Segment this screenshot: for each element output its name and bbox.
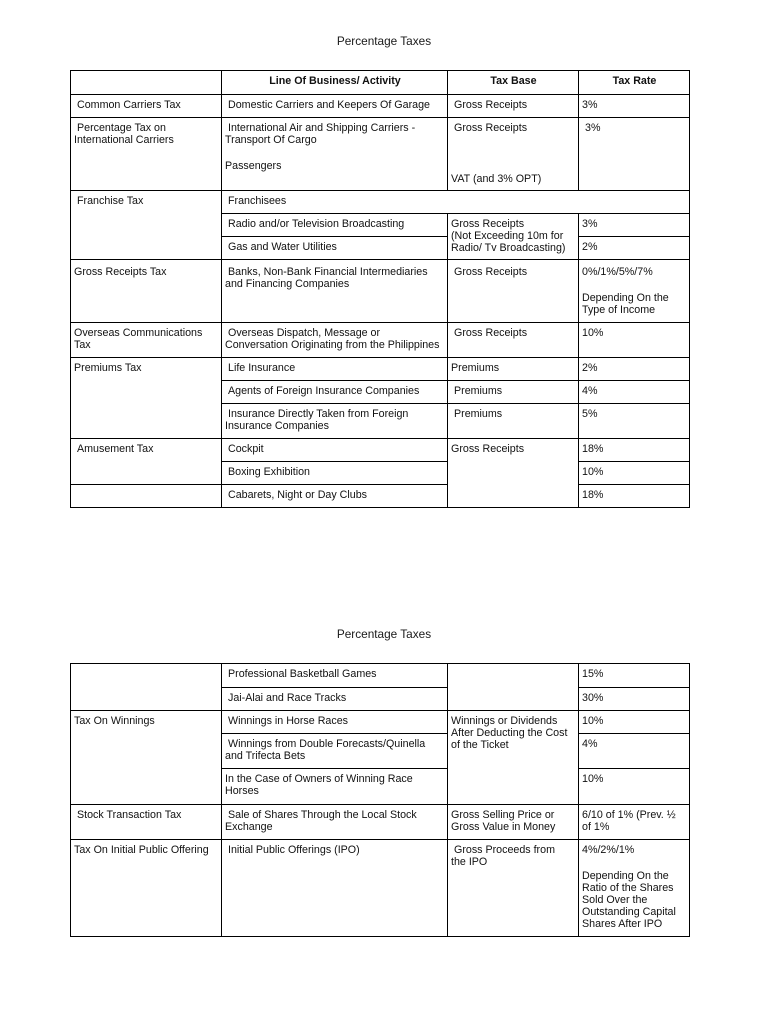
activity-label: and Trifecta Bets bbox=[225, 750, 306, 762]
activity-label: Horses bbox=[225, 785, 259, 797]
tax-type-cell bbox=[71, 840, 222, 937]
tax-type-label: International Carriers bbox=[74, 134, 174, 146]
tax-base-label: Gross Receipts bbox=[454, 327, 528, 339]
activity-cell bbox=[222, 769, 448, 805]
tax-rate-cell bbox=[579, 664, 690, 688]
header-activity-cell bbox=[222, 71, 448, 95]
tax-rate-label: 6/10 of 1% (Prev. ½ bbox=[582, 809, 676, 821]
tax-rate-note: Depending On the bbox=[582, 870, 669, 882]
activity-label: Insurance Companies bbox=[225, 420, 329, 432]
table-row bbox=[71, 118, 690, 191]
tax-rate-cell bbox=[579, 95, 690, 118]
tax-rate-label: 3% bbox=[582, 218, 598, 230]
tax-rate-label: 3% bbox=[582, 99, 598, 111]
activity-cell bbox=[222, 214, 448, 237]
tax-type-cell bbox=[71, 805, 222, 840]
tax-base-label: Gross Receipts bbox=[451, 443, 525, 455]
tax-base-label: Winnings or Dividends bbox=[451, 715, 558, 727]
tax-type-label: Percentage Tax on bbox=[77, 122, 166, 134]
activity-group-cell bbox=[222, 191, 690, 214]
activity-cell bbox=[222, 95, 448, 118]
tax-rate-cell bbox=[579, 260, 690, 323]
tax-rate-cell bbox=[579, 769, 690, 805]
activity-cell bbox=[222, 118, 448, 191]
tax-base-label: the IPO bbox=[451, 856, 488, 868]
tax-rate-cell bbox=[579, 237, 690, 260]
activity-label: Conversation Originating from the Philippines bbox=[225, 339, 440, 351]
percentage-taxes-table bbox=[70, 70, 690, 508]
activity-label: Professional Basketball Games bbox=[228, 668, 377, 680]
activity-label: International Air and Shipping Carriers - bbox=[228, 122, 416, 134]
tax-rate-note: Depending On the bbox=[582, 292, 669, 304]
tax-rate-cell bbox=[579, 688, 690, 711]
tax-rate-label: 4%/2%/1% bbox=[582, 844, 635, 856]
tax-type-label: Overseas Communications bbox=[74, 327, 203, 339]
table-row bbox=[71, 358, 690, 381]
page-title: Percentage Taxes bbox=[336, 627, 432, 641]
tax-rate-label: 2% bbox=[582, 241, 598, 253]
activity-group-label: Franchisees bbox=[228, 195, 287, 207]
tax-rate-label: of 1% bbox=[582, 821, 610, 833]
activity-label: Agents of Foreign Insurance Companies bbox=[228, 385, 420, 397]
activity-label: Insurance Directly Taken from Foreign bbox=[228, 408, 409, 420]
tax-base-label: Premiums bbox=[454, 408, 503, 420]
tax-base-label: of the Ticket bbox=[451, 739, 509, 751]
header-tax-type-cell bbox=[71, 71, 222, 95]
header-activity-label: Line Of Business/ Activity bbox=[269, 75, 401, 87]
tax-base-label: Premiums bbox=[451, 362, 500, 374]
tax-type-label: Tax On Initial Public Offering bbox=[74, 844, 209, 856]
tax-base-label: Radio/ Tv Broadcasting) bbox=[451, 242, 566, 254]
tax-rate-cell bbox=[579, 805, 690, 840]
tax-rate-cell bbox=[579, 214, 690, 237]
tax-rate-label: 5% bbox=[582, 408, 598, 420]
tax-base-label: Premiums bbox=[454, 385, 503, 397]
tax-rate-label: 10% bbox=[582, 715, 604, 727]
tax-rate-cell bbox=[579, 118, 690, 191]
header-row bbox=[71, 71, 690, 95]
activity-cell bbox=[222, 688, 448, 711]
tax-type-label: Common Carriers Tax bbox=[77, 99, 181, 111]
activity-label: Sale of Shares Through the Local Stock bbox=[228, 809, 417, 821]
table-row bbox=[71, 711, 690, 734]
activity-cell bbox=[222, 840, 448, 937]
activity-cell bbox=[222, 462, 448, 485]
tax-base-cell bbox=[448, 404, 579, 439]
tax-rate-note: Shares After IPO bbox=[582, 918, 663, 930]
activity-cell bbox=[222, 237, 448, 260]
tax-base-label: Gross Proceeds from bbox=[454, 844, 555, 856]
tax-rate-note: Type of Income bbox=[582, 304, 656, 316]
tax-type-label: Stock Transaction Tax bbox=[77, 809, 182, 821]
tax-rate-label: 2% bbox=[582, 362, 598, 374]
tax-base-cell bbox=[448, 260, 579, 323]
tax-rate-label: 0%/1%/5%/7% bbox=[582, 266, 653, 278]
tax-base-cell-empty bbox=[448, 664, 579, 711]
activity-cell bbox=[222, 260, 448, 323]
activity-label: Gas and Water Utilities bbox=[228, 241, 337, 253]
header-tax-rate-cell bbox=[579, 71, 690, 95]
tax-rate-label: 15% bbox=[582, 668, 604, 680]
table-row bbox=[71, 260, 690, 323]
activity-cell bbox=[222, 805, 448, 840]
activity-label: Cabarets, Night or Day Clubs bbox=[228, 489, 367, 501]
tax-type-cell bbox=[71, 95, 222, 118]
activity-label: Overseas Dispatch, Message or bbox=[228, 327, 381, 339]
table-row bbox=[71, 95, 690, 118]
tax-base-cell bbox=[448, 381, 579, 404]
tax-base-label: Gross Selling Price or bbox=[451, 809, 555, 821]
activity-cell bbox=[222, 381, 448, 404]
tax-rate-cell bbox=[579, 462, 690, 485]
tax-rate-cell bbox=[579, 485, 690, 508]
activity-cell bbox=[222, 485, 448, 508]
activity-label: Cockpit bbox=[228, 443, 264, 455]
tax-type-label: Gross Receipts Tax bbox=[74, 266, 167, 278]
tax-base-cell bbox=[448, 214, 579, 260]
table-row bbox=[71, 805, 690, 840]
tax-base-label: Gross Receipts bbox=[451, 218, 525, 230]
activity-label: Initial Public Offerings (IPO) bbox=[228, 844, 360, 856]
tax-rate-label: 4% bbox=[582, 385, 598, 397]
table-row bbox=[71, 191, 690, 214]
tax-base-label: VAT (and 3% OPT) bbox=[451, 173, 542, 185]
activity-cell bbox=[222, 711, 448, 734]
activity-label: Jai-Alai and Race Tracks bbox=[228, 692, 347, 704]
tax-base-label: Gross Receipts bbox=[454, 99, 528, 111]
tax-type-cell bbox=[71, 358, 222, 439]
activity-cell bbox=[222, 358, 448, 381]
tax-rate-cell bbox=[579, 358, 690, 381]
activity-label: In the Case of Owners of Winning Race bbox=[225, 773, 413, 785]
tax-rate-cell bbox=[579, 840, 690, 937]
tax-rate-label: 18% bbox=[582, 489, 604, 501]
table-row bbox=[71, 323, 690, 358]
tax-base-cell bbox=[448, 711, 579, 805]
tax-base-label: Gross Receipts bbox=[454, 266, 528, 278]
table-row bbox=[71, 840, 690, 937]
activity-label: Transport Of Cargo bbox=[225, 134, 317, 146]
tax-rate-cell bbox=[579, 404, 690, 439]
activity-label: Domestic Carriers and Keepers Of Garage bbox=[228, 99, 430, 111]
tax-rate-label: 18% bbox=[582, 443, 604, 455]
tax-base-label: Gross Value in Money bbox=[451, 821, 556, 833]
tax-type-label: Tax bbox=[74, 339, 91, 351]
tax-type-cell bbox=[71, 260, 222, 323]
tax-type-cell-empty bbox=[71, 664, 222, 711]
activity-cell bbox=[222, 404, 448, 439]
tax-type-cell bbox=[71, 439, 222, 485]
percentage-taxes-table bbox=[70, 663, 690, 937]
table-row bbox=[71, 485, 690, 508]
activity-label: Radio and/or Television Broadcasting bbox=[228, 218, 405, 230]
header-tax-base-cell bbox=[448, 71, 579, 95]
tax-rate-label: 10% bbox=[582, 466, 604, 478]
tax-rate-cell bbox=[579, 323, 690, 358]
header-tax-rate-label: Tax Rate bbox=[612, 75, 657, 87]
tax-rate-note: Outstanding Capital bbox=[582, 906, 676, 918]
activity-cell bbox=[222, 664, 448, 688]
tax-type-label: Tax On Winnings bbox=[74, 715, 155, 727]
activity-label: Passengers bbox=[225, 160, 282, 172]
tax-base-cell bbox=[448, 840, 579, 937]
tax-type-label: Franchise Tax bbox=[77, 195, 144, 207]
tax-type-cell bbox=[71, 711, 222, 805]
activity-cell bbox=[222, 439, 448, 462]
activity-label: Exchange bbox=[225, 821, 273, 833]
header-tax-base-label: Tax Base bbox=[490, 75, 537, 87]
tax-rate-note: Sold Over the bbox=[582, 894, 648, 906]
tax-base-label: (Not Exceeding 10m for bbox=[451, 230, 564, 242]
tax-rate-cell bbox=[579, 711, 690, 734]
tax-rate-label: 10% bbox=[582, 327, 604, 339]
tax-type-cell bbox=[71, 323, 222, 358]
activity-label: Winnings from Double Forecasts/Quinella bbox=[228, 738, 426, 750]
tax-rate-label: 30% bbox=[582, 692, 604, 704]
tax-rate-label: 10% bbox=[582, 773, 604, 785]
tax-rate-label: 3% bbox=[585, 122, 601, 134]
tax-base-cell bbox=[448, 95, 579, 118]
tax-type-label: Amusement Tax bbox=[77, 443, 154, 455]
tax-rate-cell bbox=[579, 439, 690, 462]
tax-type-cell bbox=[71, 118, 222, 191]
tax-base-label: After Deducting the Cost bbox=[451, 727, 568, 739]
activity-cell bbox=[222, 323, 448, 358]
tax-type-cell-empty bbox=[71, 485, 222, 508]
tax-rate-cell bbox=[579, 381, 690, 404]
tax-type-label: Premiums Tax bbox=[74, 362, 142, 374]
tax-rate-note: Ratio of the Shares bbox=[582, 882, 674, 894]
tax-rate-cell bbox=[579, 734, 690, 769]
tax-rate-label: 4% bbox=[582, 738, 598, 750]
activity-label: Banks, Non-Bank Financial Intermediaries bbox=[228, 266, 428, 278]
table-row bbox=[71, 439, 690, 462]
activity-label: and Financing Companies bbox=[225, 278, 350, 290]
activity-label: Life Insurance bbox=[228, 362, 296, 374]
table-row bbox=[71, 664, 690, 688]
tax-base-cell bbox=[448, 805, 579, 840]
activity-label: Winnings in Horse Races bbox=[228, 715, 348, 727]
tax-base-cell bbox=[448, 358, 579, 381]
tax-base-cell bbox=[448, 323, 579, 358]
tax-base-cell bbox=[448, 118, 579, 191]
activity-cell bbox=[222, 734, 448, 769]
tax-base-label: Gross Receipts bbox=[454, 122, 528, 134]
page-title: Percentage Taxes bbox=[336, 34, 432, 48]
tax-type-cell bbox=[71, 191, 222, 260]
tax-base-cell bbox=[448, 439, 579, 508]
activity-label: Boxing Exhibition bbox=[228, 466, 310, 478]
